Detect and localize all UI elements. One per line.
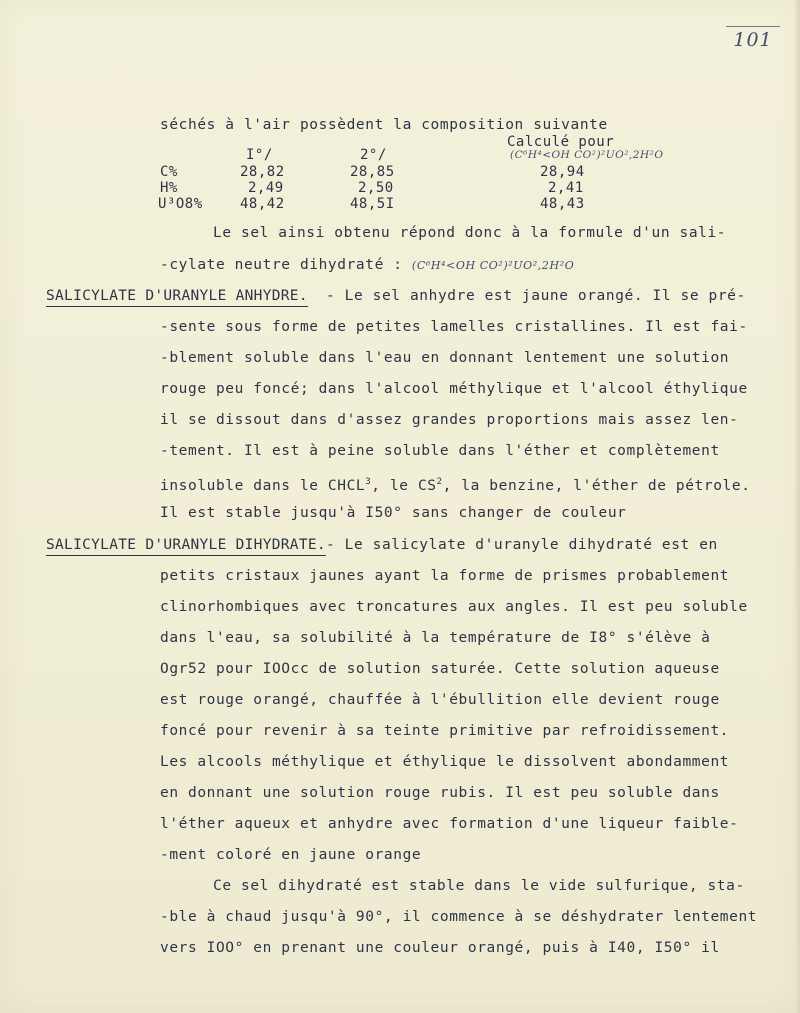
- section2-line: en donnant une solution rouge rubis. Il est peu soluble dans: [160, 785, 720, 801]
- section1-line: -sente sous forme de petites lamelles cristallines. Il est fai-: [160, 319, 748, 335]
- section1-line-part: , la benzine, l'éther de pétrole.: [442, 478, 751, 494]
- section2-line: foncé pour revenir à sa teinte primitive par refroidissement.: [160, 723, 730, 739]
- conclusion-formula: (C⁶H⁴<OH CO²)²UO²,2H²O: [411, 259, 575, 272]
- section1-line: -tement. Il est à peine soluble dans l'éther et complètement: [160, 443, 720, 459]
- row-value-calc: 48,43: [540, 196, 585, 212]
- section1-line: insoluble dans le CHCL$^3$, le $CS^2$, la benzine, l'éther de pétrole.: [160, 477, 751, 494]
- row-value-1: 2,49: [248, 180, 284, 196]
- section-heading-dihydrate: SALICYLATE D'URANYLE DIHYDRATE.: [46, 536, 326, 556]
- intro-line: séchés à l'air possèdent la composition suivante: [160, 117, 608, 133]
- section2-line: dans l'eau, sa solubilité à la température de I8° s'élève à: [160, 630, 711, 646]
- conclusion-line-1: Le sel ainsi obtenu répond donc à la formule d'un sali-: [213, 225, 727, 241]
- conclusion-line-2: [160, 256, 574, 275]
- section2-line: - Le salicylate d'uranyle dihydraté est en: [326, 537, 718, 553]
- section1-line: il se dissout dans d'assez grandes proportions mais assez len-: [160, 412, 739, 428]
- section2-line: est rouge orangé, chauffée à l'ébullition elle devient rouge: [160, 692, 720, 708]
- page-edge: [795, 0, 800, 1013]
- row-value-2: 48,5I: [350, 196, 395, 212]
- folio-number: 101: [726, 26, 780, 51]
- row-label: U³O8%: [158, 196, 203, 212]
- section1-line-part: insoluble dans le CHCL: [160, 478, 366, 494]
- row-label: C%: [160, 164, 178, 180]
- row-value-1: 28,82: [240, 164, 285, 180]
- conclusion-text: -cylate neutre dihydraté :: [160, 257, 403, 273]
- row-value-calc: 28,94: [540, 164, 585, 180]
- section2-line: Ogr52 pour IOOcc de solution saturée. Cette solution aqueuse: [160, 661, 720, 677]
- row-value-2: 2,50: [358, 180, 394, 196]
- section1-line: rouge peu foncé; dans l'alcool méthylique et l'alcool éthylique: [160, 381, 748, 397]
- table-col1-header: I°/: [246, 147, 273, 163]
- section2-line: Les alcools méthylique et éthylique le dissolvent abondamment: [160, 754, 730, 770]
- row-label: H%: [160, 180, 178, 196]
- section2-line: l'éther aqueux et anhydre avec formation d'une liqueur faible-: [160, 816, 739, 832]
- final-line: -ble à chaud jusqu'à 90°, il commence à se déshydrater lentement: [160, 909, 758, 925]
- section1-line: Il est stable jusqu'à I50° sans changer de couleur: [160, 505, 627, 521]
- section1-line: -blement soluble dans l'eau en donnant lentement une solution: [160, 350, 730, 366]
- section2-line: clinorhombiques avec troncatures aux angles. Il est peu soluble: [160, 599, 748, 615]
- row-value-2: 28,85: [350, 164, 395, 180]
- table-calc-formula: (C⁶H⁴<OH CO²)²UO²,2H²O: [510, 149, 664, 161]
- row-value-calc: 2,41: [548, 180, 584, 196]
- final-line: vers IOO° en prenant une couleur orangé, puis à I40, I50° il: [160, 940, 720, 956]
- section-heading-anhydre: SALICYLATE D'URANYLE ANHYDRE.: [46, 287, 308, 307]
- final-line: Ce sel dihydraté est stable dans le vide sulfurique, sta-: [213, 878, 745, 894]
- row-value-1: 48,42: [240, 196, 285, 212]
- section1-line: - Le sel anhydre est jaune orangé. Il se pré-: [326, 288, 746, 304]
- section2-line: -ment coloré en jaune orange: [160, 847, 422, 863]
- table-calc-header: Calculé pour: [507, 134, 615, 150]
- section2-line: petits cristaux jaunes ayant la forme de prismes probablement: [160, 568, 730, 584]
- table-col2-header: 2°/: [360, 147, 387, 163]
- section1-line-part: , le CS: [371, 478, 437, 494]
